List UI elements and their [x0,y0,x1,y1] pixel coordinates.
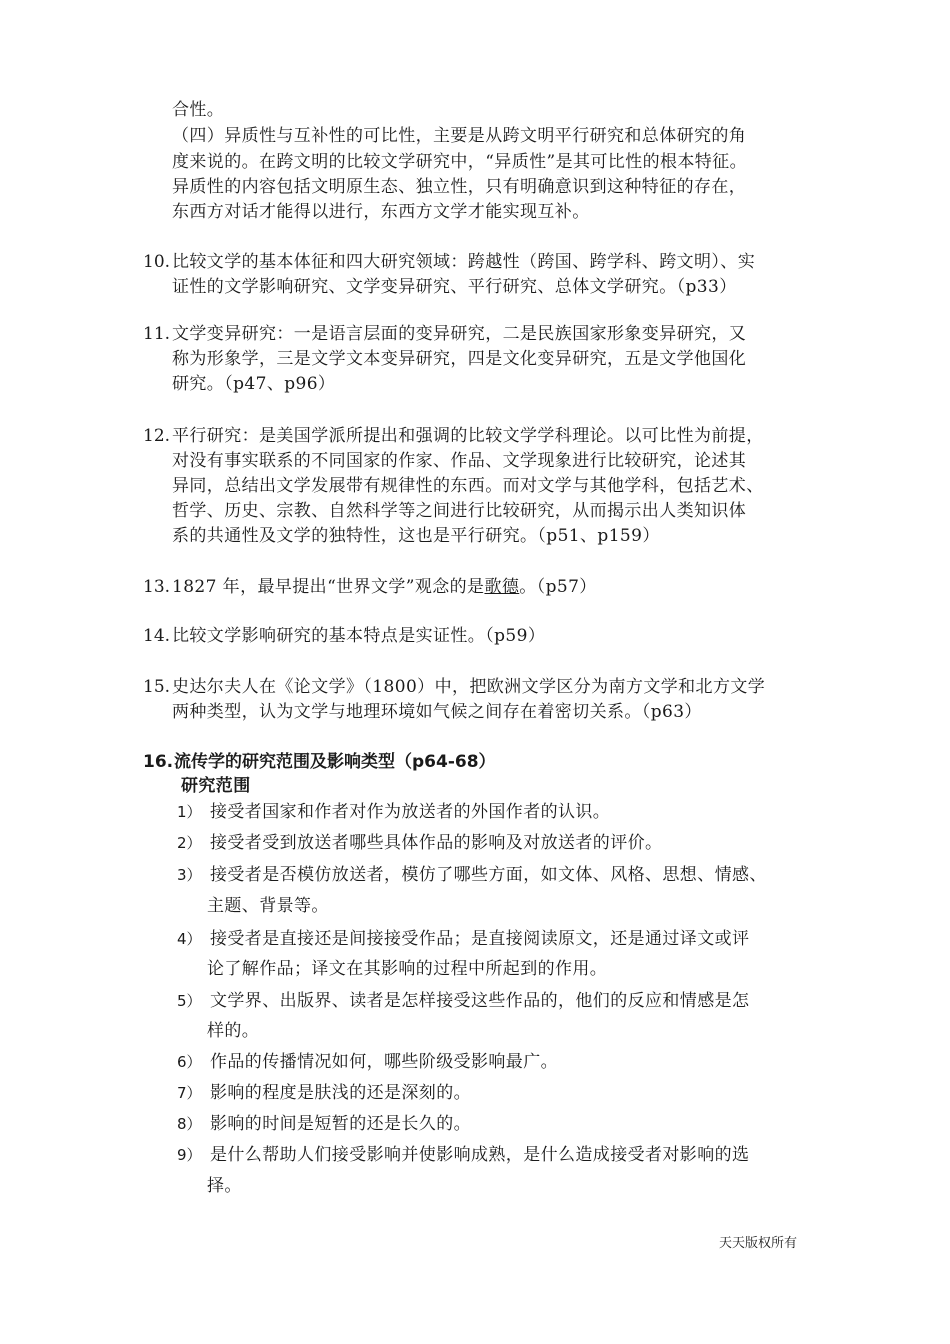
item-number: 10. [143,252,171,272]
list-item: 作品的传播情况如何，哪些阶级受影响最广。 [210,1052,558,1072]
item-text: 研究。（p47、p96） [172,374,336,394]
item-text: 系的共通性及文学的独特性，这也是平行研究。（p51、p159） [172,526,660,546]
item-number: 13. [143,577,171,597]
intro-line: 合性。 [172,100,225,120]
list-item: 接受者国家和作者对作为放送者的外国作者的认识。 [210,802,611,822]
section-title: 流传学的研究范围及影响类型（p64-68） [174,752,496,772]
list-number: 8） [177,1115,202,1133]
item-text [172,575,597,599]
item-text: 称为形象学，三是文学文本变异研究，四是文化变异研究，五是文学他国化 [172,349,747,369]
list-item: 是什么帮助人们接受影响并使影响成熟，是什么造成接受者对影响的选 [210,1145,750,1165]
list-item: 择。 [207,1176,242,1196]
intro-line: 异质性的内容包括文明原生态、独立性，只有明确意识到这种特征的存在， [172,177,747,197]
list-item: 影响的程度是肤浅的还是深刻的。 [210,1083,471,1103]
list-item: 接受者是否模仿放送者，模仿了哪些方面，如文体、风格、思想、情感、 [210,865,767,885]
list-item: 主题、背景等。 [207,896,329,916]
item-number: 12. [143,426,171,446]
item-text: 平行研究：是美国学派所提出和强调的比较文学学科理论。以可比性为前提， [172,426,764,446]
section-subtitle: 研究范围 [181,776,251,796]
intro-line: 东西方对话才能得以进行，东西方文学才能实现互补。 [172,202,590,222]
list-item: 接受者是直接还是间接接受作品；是直接阅读原文，还是通过译文或评 [210,929,750,949]
item-number: 15. [143,677,171,697]
list-number: 2） [177,834,202,852]
item-text: 比较文学的基本体征和四大研究领域：跨越性（跨国、跨学科、跨文明）、实 [172,252,756,272]
list-number: 9） [177,1146,202,1164]
item-text: 异同，总结出文学发展带有规律性的东西。而对文学与其他学科，包括艺术、 [172,476,764,496]
intro-line: （四）异质性与互补性的可比性，主要是从跨文明平行研究和总体研究的角 [172,126,747,146]
list-item: 接受者受到放送者哪些具体作品的影响及对放送者的评价。 [210,833,663,853]
list-item: 影响的时间是短暂的还是长久的。 [210,1114,471,1134]
item-text-post: 。（p57） [519,577,597,597]
underlined-answer: 歌德 [484,577,520,597]
item-text: 哲学、历史、宗教、自然科学等之间进行比较研究，从而揭示出人类知识体 [172,501,747,521]
item-text: 比较文学影响研究的基本特点是实证性。（p59） [172,626,546,646]
list-number: 7） [177,1084,202,1102]
list-number: 1） [177,803,202,821]
item-text: 证性的文学影响研究、文学变异研究、平行研究、总体文学研究。（p33） [172,277,737,297]
footer-copyright: 天天版权所有 [719,1236,798,1251]
item-text: 两种类型，认为文学与地理环境如气候之间存在着密切关系。（p63） [172,702,702,722]
item-number: 11. [143,324,171,344]
item-text: 史达尔夫人在《论文学》（1800）中，把欧洲文学区分为南方文学和北方文学 [172,677,766,697]
section-number: 16. [143,752,174,772]
list-number: 3） [177,866,202,884]
list-number: 5） [177,992,202,1010]
item-text: 对没有事实联系的不同国家的作家、作品、文学现象进行比较研究，论述其 [172,451,747,471]
item-text: 文学变异研究：一是语言层面的变异研究，二是民族国家形象变异研究，又 [172,324,747,344]
list-item: 文学界、出版界、读者是怎样接受这些作品的，他们的反应和情感是怎 [210,991,750,1011]
list-number: 6） [177,1053,202,1071]
item-text-pre: 1827 年，最早提出“世界文学”观念的是 [172,577,485,597]
intro-line: 度来说的。在跨文明的比较文学研究中，“异质性”是其可比性的根本特征。 [172,152,747,172]
list-number: 4） [177,930,202,948]
list-item: 论了解作品；译文在其影响的过程中所起到的作用。 [207,959,608,979]
item-number: 14. [143,626,171,646]
list-item: 样的。 [207,1021,260,1041]
